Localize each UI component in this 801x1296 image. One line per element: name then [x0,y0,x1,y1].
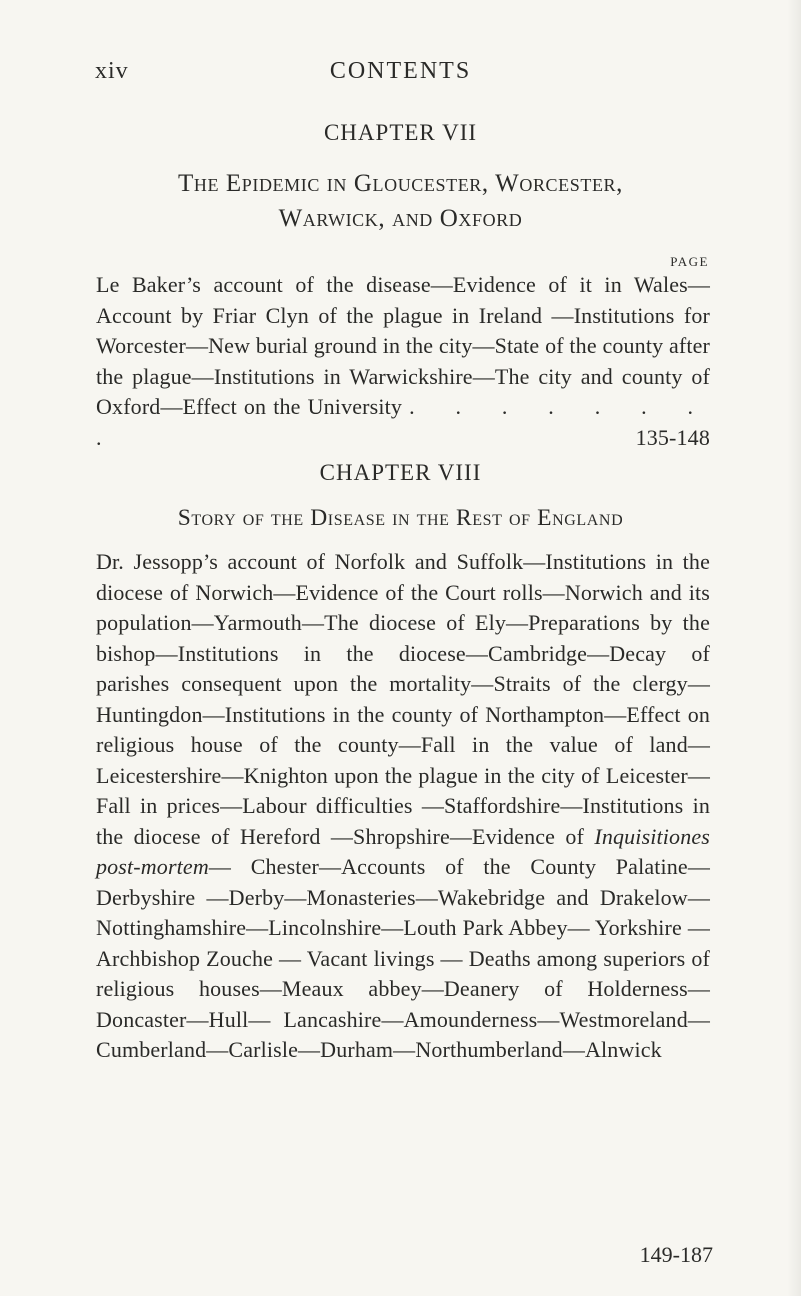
chapter-title-line-2: Warwick, and Oxford [278,205,523,232]
dot-leader: . . . . . . . . [96,394,710,450]
chapter-synopsis [96,270,710,453]
chapter-heading: CHAPTER VII [323,120,478,145]
page-range: 135-148 [635,424,710,450]
page-range: 149-187 [639,1242,713,1267]
chapter-title-line-1: The Epidemic in Gloucester, Worcester, [177,170,624,197]
running-title: CONTENTS [329,58,472,84]
synopsis-text: Dr. Jessopp’s account of Norfolk and Suffolk—Institutions in the diocese of Norwich—Evidence of the Court rolls—Norwich and its population—Yarmouth—The diocese of Ely—Preparations by the bishop—Institutions in the diocese—Cambridge—Decay of parishes consequent upon the mortality—Straits of the clergy—Huntingdon—Institutions in the county of Northampton—Effect on religious house of the county—Fall in the value of land—Leicestershire—Knighton upon the plague in the city of Leicester—Fall in prices—Labour difficulties —Staffordshire—Institutions in the diocese of Hereford —Shropshire—Evidence of [96,549,710,849]
page-number: xiv [95,58,129,84]
synopsis-text-continued: — Chester—Accounts of the County Palatine—Derbyshire —Derby—Monasteries—Wakebridge and Drakelow— Nottinghamshire—Lincolnshire—Louth Park Abbey— Yorkshire — Archbishop Zouche — Vacant livings — Deaths among superiors of religious houses—Meaux abbey—Deanery of Holderness—Doncaster—Hull— Lancashire—Amounderness—Westmoreland—Cumberland—Carlisle—Durham—Northumberland—Alnwick [96,854,710,1062]
page-column-label: PAGE [670,254,709,269]
synopsis-text: Le Baker’s account of the disease—Evidence of it in Wales—Account by Friar Clyn of the plague in Ireland —Institutions for Worcester—New burial ground in the city—State of the county after the plague—Institutions in Warwickshire—The city and county of Oxford—Effect on the University [96,272,710,419]
chapter-title-line-1: Story of the Disease in the Rest of England [177,505,624,531]
running-head [0,58,801,90]
chapter-heading: CHAPTER VIII [319,460,482,485]
chapter-synopsis [96,547,710,1066]
synopsis-italic-term: Inquisitiones post-mortem [96,823,710,879]
